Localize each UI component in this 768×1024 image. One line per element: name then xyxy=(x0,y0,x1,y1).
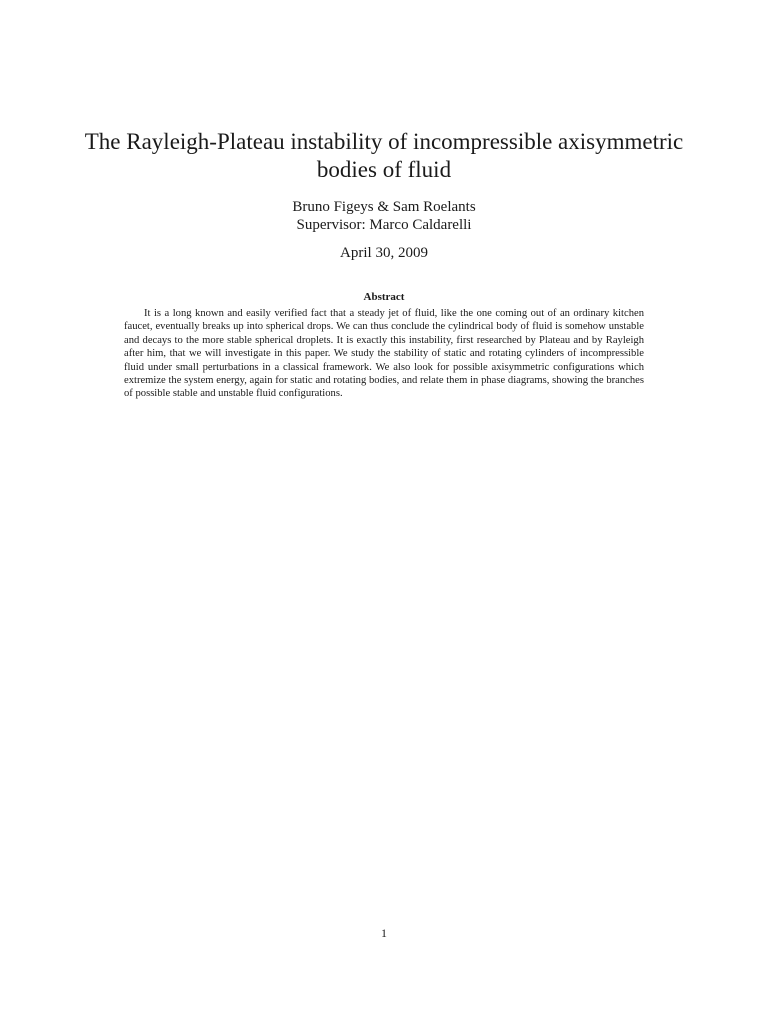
paper-title: The Rayleigh-Plateau instability of incompressible axisymmetric bodies of fluid xyxy=(84,129,684,182)
authors: Bruno Figeys & Sam Roelants xyxy=(292,199,476,215)
supervisor: Supervisor: Marco Caldarelli xyxy=(296,217,472,233)
paper-date: April 30, 2009 xyxy=(340,245,428,261)
abstract-text: It is a long known and easily verified fact that a steady jet of fluid, like the one coming out of an ordinary kitchen faucet, eventually breaks up into spherical drops. We can thus conclude the cylindrical body of fluid is somehow unstable and decays to the more stable spherical droplets. It is exactly this instability, first researched by Plateau and by Rayleigh after him, that we will investigate in this paper. We study the stability of static and rotating cylinders of incompressible fluid under small perturbations in a classical framework. We also look for possible axisymmetric configurations which extremize the system energy, again for static and rotating bodies, and relate them in phase diagrams, showing the branches of possible stable and unstable fluid configurations. xyxy=(124,308,644,400)
page-number: 1 xyxy=(381,926,387,940)
abstract-heading: Abstract xyxy=(363,291,405,303)
author-block xyxy=(0,198,768,234)
